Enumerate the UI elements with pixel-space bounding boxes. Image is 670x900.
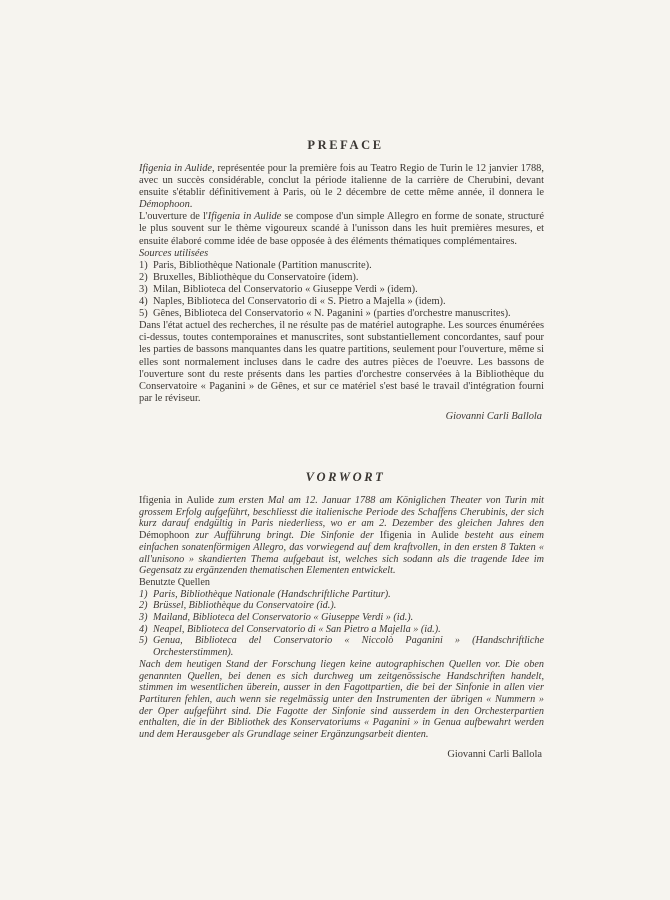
preface-signature: Giovanni Carli Ballola — [445, 410, 542, 422]
opera-title: Ifigenia in Aulide — [139, 495, 215, 506]
vorwort-closing-paragraph: Nach dem heutigen Stand der Forschung liegen keine autographischen Quellen vor. Die oben genannten Quellen, bei denen es sich durchweg um zeitgenössische Handschriften handelt, stimmen im wesentlichen überein, ausser in den Fagottpartien, die bei der Sinfonie in allen vier Partituren fehlen, auch wenn sie regelmässig unter den Instrumenten der übrigen « Nummern » der Oper aufgeführt sind. Die Fagotte der Sinfonie sind ausserdem in den Orchesterpartien enthalten, die in der Bibliothek des Konservatoriums « Paganini » in Genua aufbewahrt werden und dem Herausgeber als Grundlage seiner Ergänzungsarbeit dienten. — [139, 658, 544, 741]
list-item: 3) Mailand, Biblioteca del Conservatorio « Giuseppe Verdi » (id.). — [139, 612, 414, 624]
opera-title: Ifigenia in Aulide — [139, 163, 213, 174]
demophoon-title: Démophoon — [139, 530, 190, 542]
preface-title: PREFACE — [307, 138, 384, 152]
demophoon-title: Démophoon — [139, 199, 190, 211]
list-item: 1) Paris, Bibliothèque Nationale (Partition manuscrite). — [139, 259, 372, 271]
opera-title: Ifigenia in Aulide — [379, 530, 459, 542]
vorwort-intro-paragraph: Ifigenia in Aulide zum ersten Mal am 12. Januar 1788 am Königlichen Theater von Turin mit grossem Erfolg aufgeführt, beschliesst die italienische Periode des Schaffens Cherubinis, der sich kurz darauf endgültig in Paris niederliess, wo er am 2. Dezember des gleichen Jahres den Démophoon zur Aufführung bringt. Die Sinfonie der Ifigenia in Aulide besteht aus einem einfachen sonatenförmigen Allegro, das vorwiegend auf dem kraftvollen, in den ersten 8 Takten « all'unisono » skandierten Thema aufgebaut ist, welches sich sodann als die tragende Idee im Gegensatz zu ergänzenden thematischen Elementen entwickelt. — [139, 495, 545, 577]
vorwort-title: VORWORT — [305, 470, 386, 484]
preface-closing-paragraph: Dans l'état actuel des recherches, il ne résulte pas de matériel autographe. Les sources énumérées ci-dessus, toutes contemporaines et manuscrites, sont substantiellement concordantes, sauf pour les parties de bassons manquantes dans les quatre partitions, seulement pour l'ouverture, même si elles sont normalement incluses dans le cadre des autres pièces de l'oeuvre. Les bassons de l'ouverture sont du reste présents dans les parties d'orchestre conservées à la Bibliothèque du Conservatoire « Paganini » de Gênes, et sur ce matériel s'est basé le travail d'intégration fourni par le réviseur. — [139, 320, 544, 404]
preface-intro-paragraph: Ifigenia in Aulide, représentée pour la première fois au Teatro Regio de Turin le 12 janvier 1788, avec un succès considérable, conclut la période italienne de la carrière de Cherubini, devant ensuite s'établir définitivement à Paris, où le 2 décembre de cette même année, il donnera le Démophoon. — [139, 163, 544, 211]
preface-sources-heading: Sources utilisées — [139, 247, 209, 259]
vorwort-body — [139, 495, 544, 741]
vorwort-sources-heading: Benutzte Quellen — [139, 576, 211, 588]
list-item: 5) Genua, Biblioteca del Conservatorio « Niccolò Paganini » (Handschriftliche Orchesterstimmen). — [139, 635, 544, 659]
list-item: 2) Bruxelles, Bibliothèque du Conservatoire (idem). — [139, 271, 359, 283]
preface-overture-paragraph: L'ouverture de l'Ifigenia in Aulide se compose d'un simple Allegro en forme de sonate, structuré le plus souvent sur le thème vigoureux scandé à l'unisson dans les huit premières mesures, et ensuite élaboré comme idée de base opposée à des éléments thématiques complémentaires. — [139, 211, 544, 247]
preface-body — [139, 163, 544, 405]
preface-sources-list — [139, 260, 544, 320]
list-item: 5) Gênes, Biblioteca del Conservatorio « N. Paganini » (parties d'orchestre manuscrites). — [139, 308, 511, 320]
list-item: 2) Brüssel, Bibliothèque du Conservatoire (id.). — [139, 600, 337, 612]
list-item: 3) Milan, Biblioteca del Conservatorio « Giuseppe Verdi » (idem). — [139, 283, 418, 295]
vorwort-section — [139, 470, 544, 760]
vorwort-signature: Giovanni Carli Ballola — [447, 748, 542, 760]
opera-title: Ifigenia in Aulide — [207, 211, 282, 223]
list-item: 4) Naples, Biblioteca del Conservatorio di « S. Pietro a Majella » (idem). — [139, 296, 446, 308]
list-item: 1) Paris, Bibliothèque Nationale (Handschriftliche Partitur). — [139, 588, 391, 600]
preface-section — [139, 138, 544, 422]
vorwort-sources-list — [139, 589, 544, 659]
list-item: 4) Neapel, Biblioteca del Conservatorio di « San Pietro a Majella » (id.). — [139, 623, 441, 635]
